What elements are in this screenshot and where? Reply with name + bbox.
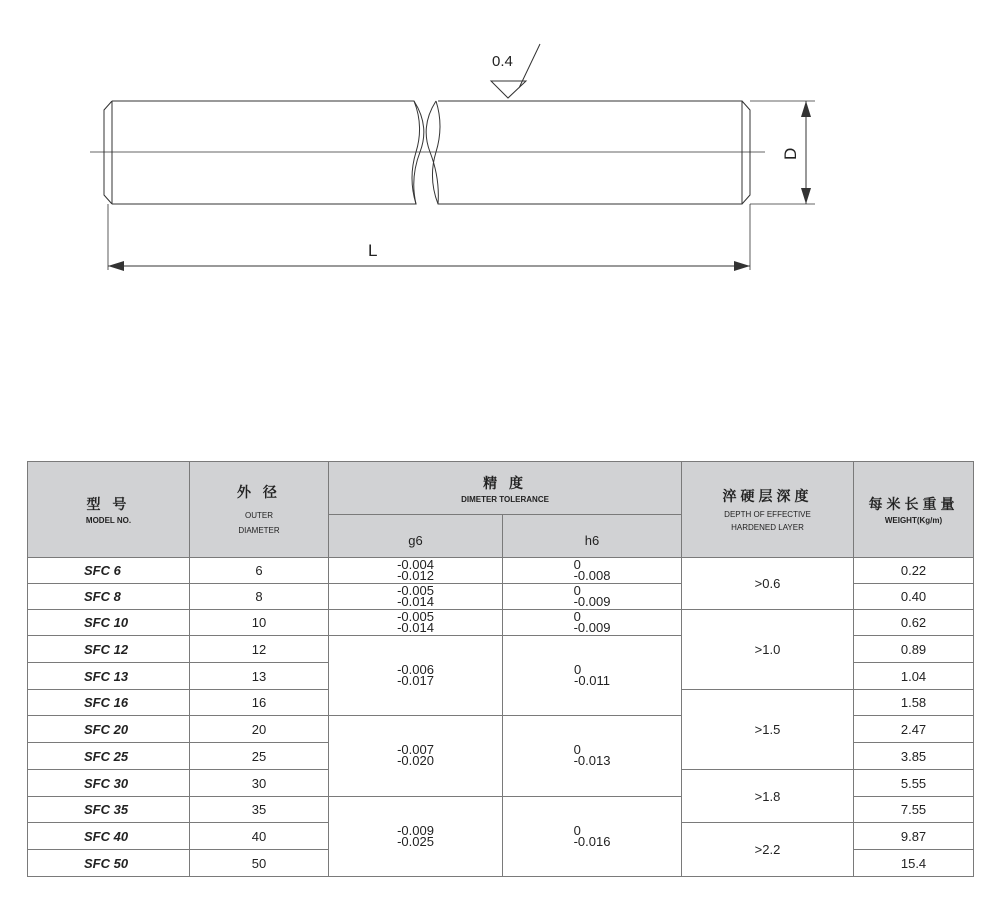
weight-cell: 5.55: [854, 770, 974, 797]
model-cell: SFC 8: [28, 584, 190, 610]
model-cell: SFC 12: [28, 636, 190, 663]
weight-cell: 1.58: [854, 690, 974, 716]
rod-right-outline: [432, 101, 742, 204]
weight-cell: 15.4: [854, 850, 974, 877]
roughness-label: 0.4: [492, 53, 513, 70]
weight-cell: 1.04: [854, 663, 974, 690]
diameter-cell: 12: [190, 636, 329, 663]
table-row: [28, 610, 974, 636]
weight-cell: 0.89: [854, 636, 974, 663]
rod-left-outline: [112, 101, 420, 204]
diameter-label: D: [781, 147, 800, 160]
diameter-cell: 50: [190, 850, 329, 877]
header-g6: g6: [329, 515, 503, 558]
weight-cell: 0.62: [854, 610, 974, 636]
diameter-cell: 8: [190, 584, 329, 610]
header-h6: h6: [503, 515, 682, 558]
g6-cell: -0.005 -0.014: [329, 610, 503, 636]
diameter-cell: 40: [190, 823, 329, 850]
depth-cell: >1.5: [682, 690, 854, 770]
g6-cell: -0.004 -0.012: [329, 558, 503, 584]
header-outer-diameter: 外 径 OUTER DIAMETER: [190, 462, 329, 558]
weight-cell: 7.55: [854, 797, 974, 823]
depth-cell: >1.8: [682, 770, 854, 823]
diameter-cell: 16: [190, 690, 329, 716]
model-cell: SFC 13: [28, 663, 190, 690]
header-weight: 每米长重量 WEIGHT(Kg/m): [854, 462, 974, 558]
weight-cell: 0.40: [854, 584, 974, 610]
model-cell: SFC 10: [28, 610, 190, 636]
weight-cell: 9.87: [854, 823, 974, 850]
rod-left-chamfer: [104, 101, 112, 204]
model-cell: SFC 20: [28, 716, 190, 743]
h6-cell: 0 -0.013: [503, 716, 682, 797]
g6-cell: -0.009 -0.025: [329, 797, 503, 877]
depth-cell: >1.0: [682, 610, 854, 690]
diameter-cell: 35: [190, 797, 329, 823]
weight-cell: 0.22: [854, 558, 974, 584]
g6-cell: -0.005 -0.014: [329, 584, 503, 610]
weight-cell: 2.47: [854, 716, 974, 743]
depth-cell: >0.6: [682, 558, 854, 610]
table-row: [28, 558, 974, 584]
diameter-cell: 25: [190, 743, 329, 770]
header-model: 型 号 MODEL NO.: [28, 462, 190, 558]
h6-cell: 0 -0.008: [503, 558, 682, 584]
g6-cell: -0.007 -0.020: [329, 716, 503, 797]
model-cell: SFC 50: [28, 850, 190, 877]
diameter-cell: 6: [190, 558, 329, 584]
diameter-cell: 13: [190, 663, 329, 690]
diameter-cell: 30: [190, 770, 329, 797]
diameter-cell: 20: [190, 716, 329, 743]
rod-right-chamfer: [742, 101, 750, 204]
diameter-cell: 10: [190, 610, 329, 636]
model-cell: SFC 25: [28, 743, 190, 770]
h6-cell: 0 -0.016: [503, 797, 682, 877]
model-cell: SFC 40: [28, 823, 190, 850]
model-cell: SFC 30: [28, 770, 190, 797]
depth-cell: >2.2: [682, 823, 854, 877]
h6-cell: 0 -0.009: [503, 584, 682, 610]
header-tolerance: 精 度 DIMETER TOLERANCE: [329, 462, 682, 515]
model-cell: SFC 35: [28, 797, 190, 823]
shaft-drawing: [0, 0, 1000, 320]
model-cell: SFC 6: [28, 558, 190, 584]
length-label: L: [368, 241, 378, 260]
header-depth: 淬硬层深度 DEPTH OF EFFECTIVE HARDENED LAYER: [682, 462, 854, 558]
model-cell: SFC 16: [28, 690, 190, 716]
g6-cell: -0.006 -0.017: [329, 636, 503, 716]
h6-cell: 0 -0.009: [503, 610, 682, 636]
spec-table: [27, 461, 974, 877]
h6-cell: 0 -0.011: [503, 636, 682, 716]
weight-cell: 3.85: [854, 743, 974, 770]
